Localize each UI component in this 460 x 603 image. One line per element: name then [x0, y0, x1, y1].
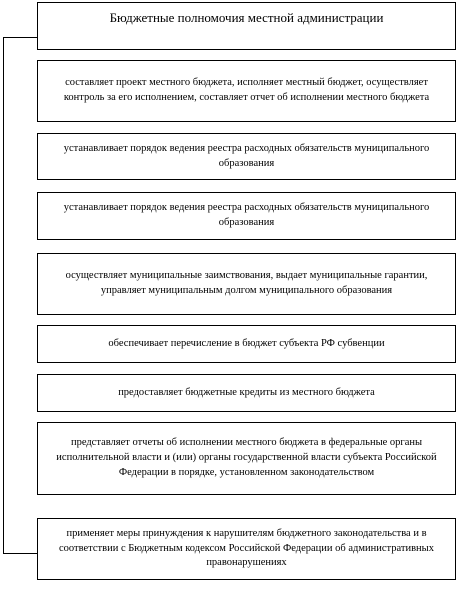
connector-spine — [3, 37, 4, 554]
item-text-2: устанавливает порядок ведения реестра расходных обязательств муниципального образования — [63, 142, 430, 169]
item-box-8 — [37, 518, 456, 580]
item-box-3 — [37, 192, 456, 240]
item-text-5: обеспечивает перечисление в бюджет субъекта РФ субвенции — [108, 337, 385, 349]
connector-top-stub — [3, 37, 37, 38]
diagram-title: Бюджетные полномочия местной администрации — [109, 10, 384, 25]
item-text-6: предоставляет бюджетные кредиты из местного бюджета — [118, 386, 375, 398]
item-text-7: представляет отчеты об исполнении местного бюджета в федеральные органы исполнительной власти и (или) органы государственной власти субъекта Российской Федерации в порядке, установленном законодательством — [56, 437, 437, 478]
item-box-7 — [37, 422, 456, 495]
item-box-6 — [37, 374, 456, 412]
item-box-5 — [37, 325, 456, 363]
item-box-1 — [37, 60, 456, 122]
item-box-2 — [37, 133, 456, 180]
item-text-8: применяет меры принуждения к нарушителям бюджетного законодательства и в соответствии с Бюджетным кодексом Российской Федерации об административных правонарушениях — [59, 527, 434, 569]
diagram-title-box — [37, 2, 456, 50]
item-text-4: осуществляет муниципальные заимствования, выдает муниципальные гарантии, управляет муниципальным долгом муниципального образования — [65, 270, 428, 296]
connector-bottom-stub — [3, 553, 37, 554]
item-box-4 — [37, 253, 456, 315]
item-text-1: составляет проект местного бюджета, исполняет местный бюджет, осуществляет контроль за его исполнением, составляет отчет об исполнении местного бюджета — [63, 77, 430, 103]
item-text-3: устанавливает порядок ведения реестра расходных обязательств муниципального образования — [63, 202, 430, 228]
